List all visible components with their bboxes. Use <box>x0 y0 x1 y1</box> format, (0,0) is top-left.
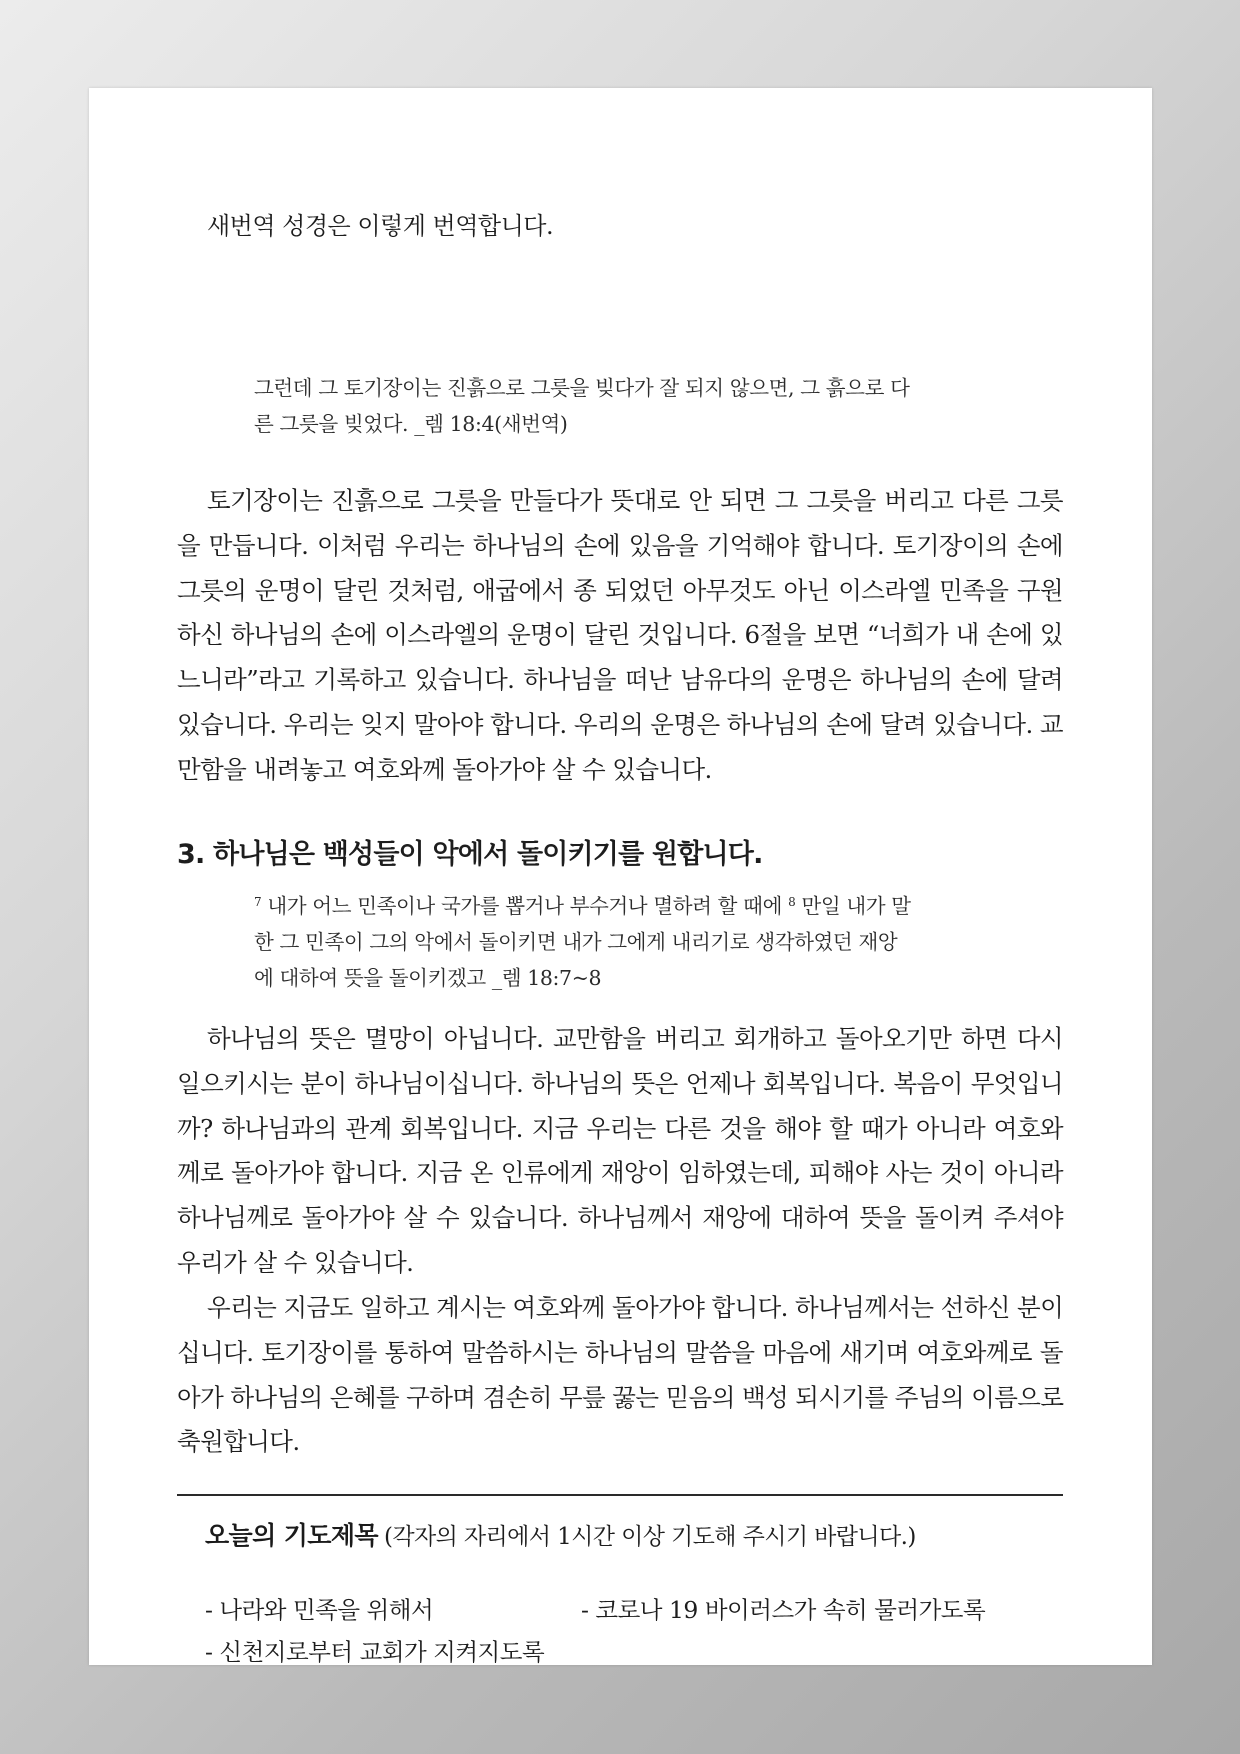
quote-line: 한 그 민족이 그의 악에서 돌이키면 내가 그에게 내리기로 생각하였던 재앙 <box>254 930 898 954</box>
prayer-item: - 나라와 민족을 위해서 <box>205 1596 434 1624</box>
scripture-quote-1 <box>254 370 994 442</box>
paragraph-line: 하나님의 뜻은 멸망이 아닙니다. 교만함을 버리고 회개하고 돌아오기만 하면 다시 <box>207 1024 1063 1053</box>
section-divider <box>177 1494 1063 1496</box>
prayer-item: - 코로나 19 바이러스가 속히 물러가도록 <box>581 1596 986 1624</box>
paragraph-line: 축원합니다. <box>177 1427 300 1457</box>
paragraph-line: 그릇의 운명이 달린 것처럼, 애굽에서 종 되었던 아무것도 아닌 이스라엘 민족을 구원 <box>177 575 1063 605</box>
paragraph-line: 까? 하나님과의 관계 회복입니다. 지금 우리는 다른 것을 해야 할 때가 아니라 여호와 <box>177 1113 1063 1143</box>
paragraph-line: 을 만듭니다. 이처럼 우리는 하나님의 손에 있음을 기억해야 합니다. 토기장이의 손에 <box>177 530 1063 560</box>
paragraph-3 <box>177 1286 1063 1465</box>
paragraph-1 <box>177 479 1063 793</box>
paragraph-2 <box>177 1017 1063 1286</box>
verse-number: 7 <box>254 895 262 909</box>
paragraph-line: 우리는 지금도 일하고 계시는 여호와께 돌아가야 합니다. 하나님께서는 선하신 분이 <box>207 1293 1064 1322</box>
paragraph-line: 께로 돌아가야 합니다. 지금 온 인류에게 재앙이 임하였는데, 피해야 사는 것이 아니라 <box>177 1158 1063 1188</box>
intro-text: 새번역 성경은 이렇게 번역합니다. <box>207 212 554 240</box>
quote-line: 른 그릇을 빚었다. _렘 18:4(새번역) <box>254 412 568 436</box>
paragraph-line: 토기장이는 진흙으로 그릇을 만들다가 뜻대로 안 되면 그 그릇을 버리고 다른 그릇 <box>207 486 1063 515</box>
document-page <box>89 88 1152 1665</box>
paragraph-line: 하나님께로 돌아가야 살 수 있습니다. 하나님께서 재앙에 대하여 뜻을 돌이켜 주셔야 <box>177 1203 1063 1233</box>
paragraph-line: 하신 하나님의 손에 이스라엘의 운명이 달린 것입니다. 6절을 보면 “너희가 내 손에 있 <box>177 620 1063 650</box>
paragraph-line: 우리가 살 수 있습니다. <box>177 1247 414 1277</box>
quote-text: 만일 내가 말 <box>795 894 911 918</box>
paragraph-line: 일으키시는 분이 하나님이십니다. 하나님의 뜻은 언제나 회복입니다. 복음이 무엇입니 <box>177 1068 1063 1098</box>
verse-number: 8 <box>788 895 796 909</box>
paragraph-line: 만함을 내려놓고 여호와께 돌아가야 살 수 있습니다. <box>177 754 712 784</box>
section-heading: 3. 하나님은 백성들이 악에서 돌이키기를 원합니다. <box>177 839 763 870</box>
prayer-title <box>205 1516 916 1552</box>
paragraph-line: 십니다. 토기장이를 통하여 말씀하시는 하나님의 말씀을 마음에 새기며 여호와께로 돌 <box>177 1337 1063 1367</box>
quote-text: 내가 어느 민족이나 국가를 뽑거나 부수거나 멸하려 할 때에 <box>261 894 789 918</box>
quote-line <box>254 888 994 924</box>
quote-line: 그런데 그 토기장이는 진흙으로 그릇을 빚다가 잘 되지 않으면, 그 흙으로 다 <box>254 376 910 400</box>
quote-line: 에 대하여 뜻을 돌이키겠고 _렘 18:7~8 <box>254 966 602 990</box>
paragraph-line: 느니라”라고 기록하고 있습니다. 하나님을 떠난 남유다의 운명은 하나님의 손에 달려 <box>177 665 1063 695</box>
paragraph-line: 있습니다. 우리는 잊지 말아야 합니다. 우리의 운명은 하나님의 손에 달려 있습니다. 교 <box>177 709 1063 739</box>
scripture-quote-2 <box>254 888 994 996</box>
prayer-title-label: 오늘의 기도제목 <box>205 1521 378 1550</box>
prayer-item: - 신천지로부터 교회가 지켜지도록 <box>205 1638 545 1666</box>
prayer-title-note: (각자의 자리에서 1시간 이상 기도해 주시기 바랍니다.) <box>383 1524 916 1550</box>
paragraph-line: 아가 하나님의 은혜를 구하며 겸손히 무릎 꿇는 믿음의 백성 되시기를 주님의 이름으로 <box>177 1382 1064 1412</box>
